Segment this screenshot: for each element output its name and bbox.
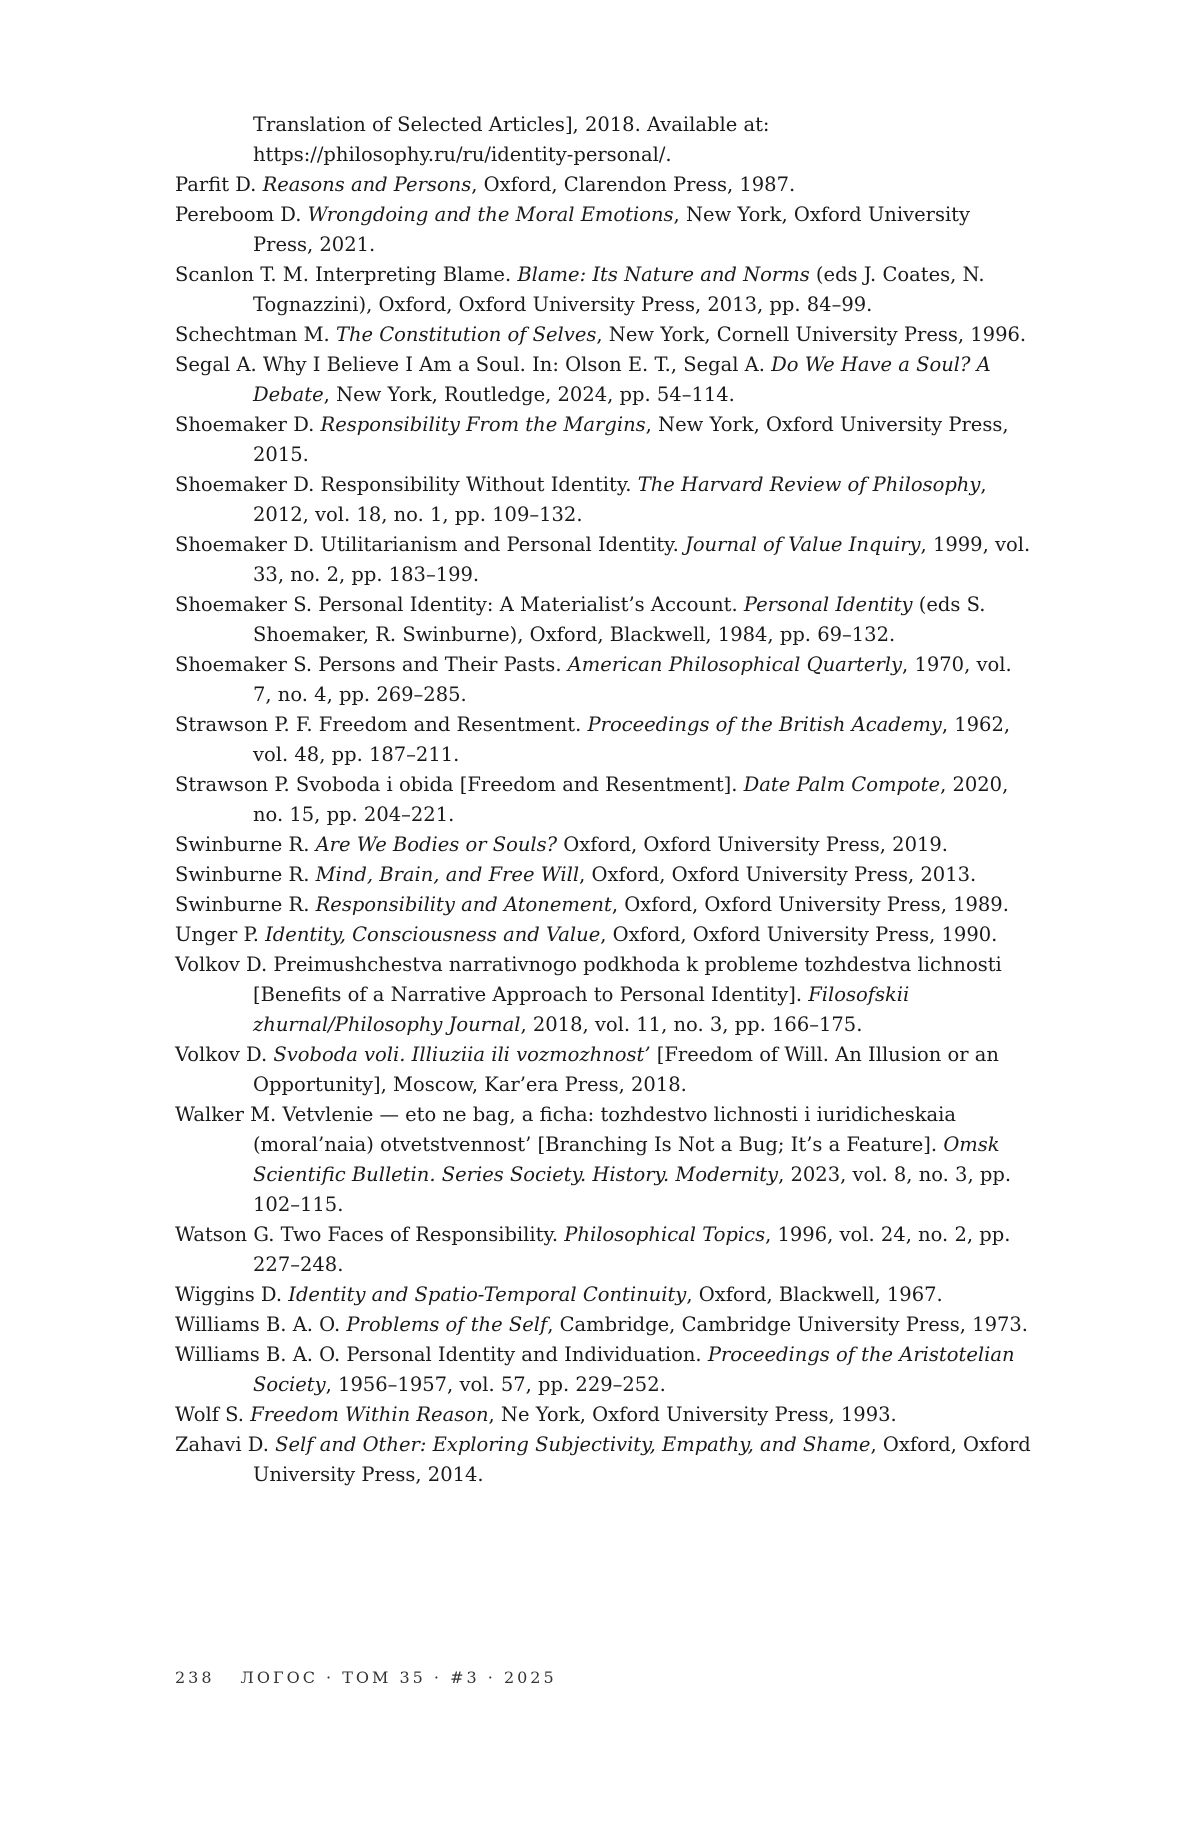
reference-text: (eds J. Coates, N. Tognazzini), Oxford, Oxford University Press, 2013, pp. 84–99. (253, 263, 985, 316)
reference-entry (175, 350, 1035, 410)
reference-title: American Philosophical Quarterly (567, 653, 903, 676)
reference-text: Zahavi D. (175, 1433, 276, 1456)
reference-text: [Freedom of Will. An Illusion or an Opportunity], Moscow, Kar’era Press, 2018. (253, 1043, 999, 1096)
reference-title: Proceedings of the British Academy (587, 713, 942, 736)
reference-title: Identity, Consciousness and Value (265, 923, 601, 946)
reference-text: , 1996, vol. 24, no. 2, pp. 227–248. (253, 1223, 1011, 1276)
reference-title: Reasons and Persons (262, 173, 472, 196)
reference-title: Self and Other: Exploring Subjectivity, Empathy, and Shame (275, 1433, 871, 1456)
reference-entry (175, 1040, 1035, 1100)
reference-entry (175, 1430, 1035, 1490)
reference-text: Williams B. A. O. (175, 1313, 347, 1336)
reference-text: Shoemaker S. Personal Identity: A Materialist’s Account. (175, 593, 744, 616)
reference-text: , Ne York, Oxford University Press, 1993. (488, 1403, 897, 1426)
reference-text: Watson G. Two Faces of Responsibility. (175, 1223, 565, 1246)
reference-entry (175, 1220, 1035, 1280)
reference-entry (175, 1310, 1035, 1340)
reference-text: , Oxford, Oxford University Press, 1990. (600, 923, 998, 946)
reference-title: Mind, Brain, and Free Will (315, 863, 580, 886)
reference-entry (175, 860, 1035, 890)
reference-title: Date Palm Compote (743, 773, 941, 796)
reference-text: Parfit D. (175, 173, 263, 196)
reference-text: Shoemaker D. (175, 413, 321, 436)
reference-entry (175, 650, 1035, 710)
reference-title: Identity and Spatio-Temporal Continuity (288, 1283, 687, 1306)
reference-title: Problems of the Self (346, 1313, 548, 1336)
reference-title: Personal Identity (743, 593, 913, 616)
reference-text: Unger P. (175, 923, 266, 946)
reference-title: The Constitution of Selves (335, 323, 597, 346)
reference-entry (175, 470, 1035, 530)
reference-text: Volkov D. (175, 1043, 274, 1066)
reference-entry (175, 950, 1035, 1040)
reference-text: , Cambridge, Cambridge University Press, 1973. (547, 1313, 1028, 1336)
reference-text: , New York, Oxford University Press, 2015. (253, 413, 1009, 466)
reference-entry (175, 170, 1035, 200)
reference-text: Strawson P. F. Freedom and Resentment. (175, 713, 588, 736)
reference-text: , 1956–1957, vol. 57, pp. 229–252. (325, 1373, 666, 1396)
reference-text: Strawson P. Svoboda i obida [Freedom and Resentment]. (175, 773, 744, 796)
reference-title: Do We Have a Soul? A Debate (253, 353, 991, 406)
reference-text: Swinburne R. (175, 893, 316, 916)
reference-entry (175, 260, 1035, 320)
reference-title: Philosophical Topics (564, 1223, 766, 1246)
reference-entry (175, 200, 1035, 260)
reference-text: , New York, Oxford University Press, 2021. (253, 203, 971, 256)
reference-text: Swinburne R. (175, 833, 316, 856)
reference-text: , 1970, vol. 7, no. 4, pp. 269–285. (253, 653, 1012, 706)
reference-text: , 1962, vol. 48, pp. 187–211. (253, 713, 1011, 766)
reference-entry (175, 770, 1035, 830)
reference-title: Responsibility From the Margins (320, 413, 646, 436)
reference-entry (175, 410, 1035, 470)
reference-text: Oxford, Oxford University Press, 2019. (557, 833, 948, 856)
reference-entry (175, 1340, 1035, 1400)
reference-text: , Oxford, Oxford University Press, 2014. (253, 1433, 1031, 1486)
reference-text: Segal A. Why I Believe I Am a Soul. In: Olson E. T., Segal A. (175, 353, 772, 376)
reference-text: Schechtman M. (175, 323, 336, 346)
reference-title: Journal of Value Inquiry (685, 533, 921, 556)
reference-text: Volkov D. Preimushchestva narrativnogo podkhoda k probleme tozhdestva lichnosti [Benefits of a Narrative Approach to Personal Identity]. (175, 953, 1002, 1006)
reference-text: , New York, Cornell University Press, 1996. (596, 323, 1027, 346)
running-head: ЛОГОС · ТОМ 35 · #3 · 2025 (240, 1668, 557, 1687)
reference-title: Wrongdoing and the Moral Emotions (307, 203, 674, 226)
reference-text: , 1999, vol. 33, no. 2, pp. 183–199. (253, 533, 1031, 586)
reference-text: , New York, Routledge, 2024, pp. 54–114. (323, 383, 735, 406)
reference-title: Omsk Scientific Bulletin. Series Society. History. Modernity (253, 1133, 1000, 1186)
reference-entry (175, 710, 1035, 770)
reference-title: Blame: Its Nature and Norms (517, 263, 810, 286)
reference-title: Svoboda voli. Illiuziia ili vozmozhnost’ (273, 1043, 651, 1066)
reference-text: Shoemaker D. Responsibility Without Identity. (175, 473, 638, 496)
reference-text: Williams B. A. O. Personal Identity and Individuation. (175, 1343, 708, 1366)
reference-entry (175, 1400, 1035, 1430)
reference-entry (175, 110, 1035, 170)
reference-text: , 2018, vol. 11, no. 3, pp. 166–175. (520, 1013, 863, 1036)
reference-text: , Oxford, Oxford University Press, 1989. (611, 893, 1009, 916)
reference-text: , 2020, no. 15, pp. 204–221. (253, 773, 1009, 826)
reference-entry (175, 530, 1035, 590)
reference-text: Pereboom D. (175, 203, 308, 226)
reference-title: Filosofskii zhurnal/Philosophy Journal (253, 983, 910, 1036)
reference-text: Shoemaker D. Utilitarianism and Personal Identity. (175, 533, 685, 556)
reference-title: Are We Bodies or Souls? (315, 833, 558, 856)
reference-text: , 2012, vol. 18, no. 1, pp. 109–132. (253, 473, 987, 526)
reference-list (175, 110, 1035, 1490)
reference-entry (175, 1280, 1035, 1310)
reference-text: , Oxford, Clarendon Press, 1987. (471, 173, 796, 196)
reference-text: (eds S. Shoemaker, R. Swinburne), Oxford, Blackwell, 1984, pp. 69–132. (253, 593, 986, 646)
reference-text: Shoemaker S. Persons and Their Pasts. (175, 653, 568, 676)
page-footer (175, 1668, 557, 1687)
reference-text: Swinburne R. (175, 863, 316, 886)
reference-text: , Oxford, Oxford University Press, 2013. (579, 863, 977, 886)
reference-text: Translation of Selected Articles], 2018. Available at: https://philosophy.ru/ru/identity-personal/. (253, 113, 770, 166)
reference-entry (175, 590, 1035, 650)
reference-entry (175, 920, 1035, 950)
reference-text: Walker M. Vetvlenie — eto ne bag, a ficha: tozhdestvo lichnosti i iuridicheskaia (moral’naia) otvetstvennost’ [Branching Is Not a Bug; It’s a Feature]. (175, 1103, 957, 1156)
reference-text: , 2023, vol. 8, no. 3, pp. 102–115. (253, 1163, 1012, 1216)
reference-entry (175, 830, 1035, 860)
reference-title: The Harvard Review of Philosophy (637, 473, 981, 496)
reference-entry (175, 1100, 1035, 1220)
reference-entry (175, 890, 1035, 920)
reference-title: Proceedings of the Aristotelian Society (253, 1343, 1015, 1396)
reference-text: Wolf S. (175, 1403, 251, 1426)
reference-title: Responsibility and Atonement (315, 893, 612, 916)
reference-text: , Oxford, Blackwell, 1967. (686, 1283, 943, 1306)
reference-entry (175, 320, 1035, 350)
reference-text: Wiggins D. (175, 1283, 289, 1306)
page-number: 238 (175, 1668, 215, 1687)
reference-title: Freedom Within Reason (250, 1403, 489, 1426)
reference-text: Scanlon T. M. Interpreting Blame. (175, 263, 518, 286)
